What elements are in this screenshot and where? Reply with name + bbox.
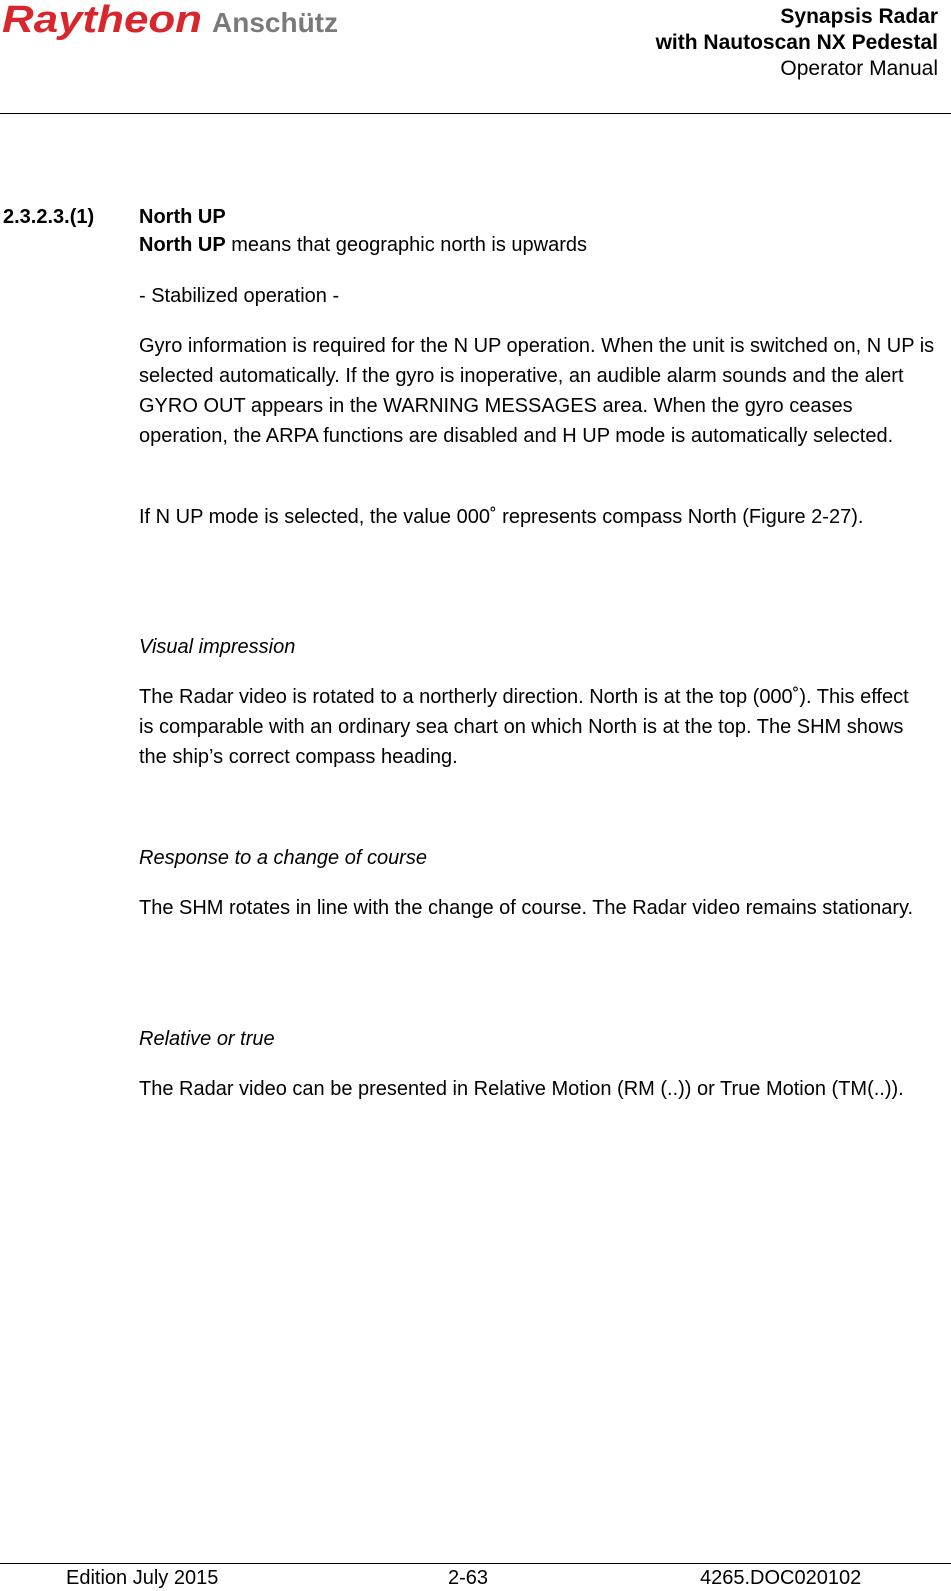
intro-term: North UP (139, 234, 226, 256)
value-text: If N UP mode is selected, the value 000˚ represents compass North (Figure 2-27). (139, 506, 864, 528)
footer-page-number: 2-63 (448, 1567, 489, 1589)
relative-heading-text: Relative or true (139, 1028, 275, 1050)
gyro-text: Gyro information is required for the N UP operation. When the unit is switched on, N UP is selected automatically. If the gyro is inoperative, an audible alarm sounds and the alert GYRO OUT appears in the WARNING MESSAGES area. When the gyro ceases operation, the ARPA functions are disabled and H UP mode is automatically selected. (139, 335, 935, 447)
visual-heading-text: Visual impression (139, 636, 296, 658)
intro-text: means that geographic north is upwards (225, 234, 587, 256)
relative-paragraph (139, 1074, 939, 1104)
document-header (656, 4, 938, 82)
section-title: North UP (139, 206, 226, 228)
value-paragraph (139, 502, 899, 532)
stabilized-text: - Stabilized operation - (139, 285, 340, 307)
header-rule (0, 113, 951, 114)
header-doc-type: Operator Manual (780, 57, 938, 80)
visual-impression-paragraph (139, 682, 919, 772)
intro-paragraph (139, 230, 939, 260)
footer-edition: Edition July 2015 (66, 1567, 219, 1589)
header-title: Synapsis Radar (780, 5, 938, 28)
footer-doc-number: 4265.DOC020102 (700, 1567, 862, 1589)
footer-rule (0, 1563, 951, 1564)
response-paragraph (139, 893, 929, 923)
relative-heading (139, 1024, 939, 1054)
response-heading (139, 843, 939, 873)
logo-anschutz: Anschütz (212, 7, 338, 38)
header-subtitle: with Nautoscan NX Pedestal (655, 31, 938, 54)
gyro-paragraph (139, 331, 939, 451)
visual-text: The Radar video is rotated to a northerly direction. North is at the top (000˚). This effect is comparable with an ordinary sea chart on which North is at the top. The SHM shows the ship’s correct compass heading. (139, 686, 909, 768)
visual-impression-heading (139, 632, 939, 662)
response-text: The SHM rotates in line with the change of course. The Radar video remains stationary. (139, 897, 914, 919)
logo-raytheon: Raytheon (2, 0, 202, 41)
response-heading-text: Response to a change of course (139, 847, 427, 869)
section-number: 2.3.2.3.(1) (3, 206, 95, 228)
stabilized-note (139, 281, 939, 311)
relative-text: The Radar video can be presented in Relative Motion (RM (..)) or True Motion (TM(..)). (139, 1078, 904, 1100)
company-logo (2, 0, 342, 44)
